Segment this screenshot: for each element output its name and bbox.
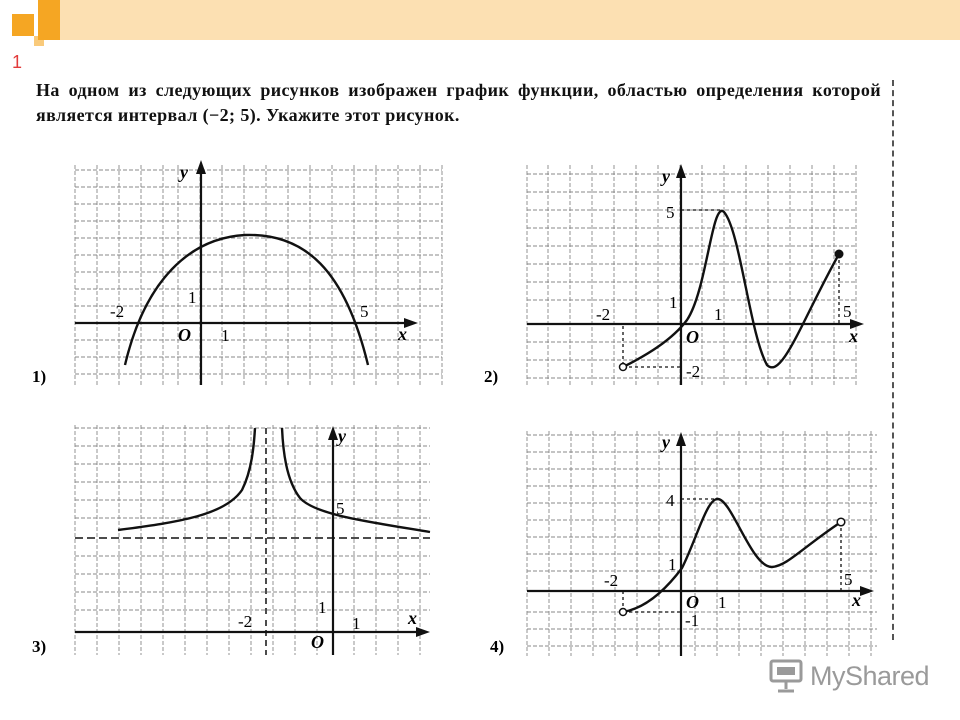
- axis-label-y: y: [662, 432, 670, 452]
- watermark: [768, 656, 929, 696]
- tick-label: 4: [666, 491, 675, 510]
- dashed-guides: [623, 210, 839, 367]
- tick-label: -2: [238, 612, 253, 631]
- origin-label: O: [686, 327, 699, 347]
- figure-2: [482, 160, 882, 395]
- closed-endpoint: [835, 250, 844, 259]
- figure-number: 3): [32, 637, 47, 656]
- margin-dashed-line: [892, 80, 894, 640]
- figure-number: 4): [490, 637, 505, 656]
- tick-label: 5: [666, 203, 675, 222]
- slide-number: 1: [12, 52, 23, 72]
- tick-label: 5: [843, 302, 852, 321]
- tick-label: -1: [685, 611, 700, 630]
- tick-label: 1: [221, 326, 230, 345]
- header-decoration-square: [12, 14, 34, 36]
- presentation-icon: [768, 659, 804, 693]
- tick-label: 1: [188, 288, 197, 307]
- y-axis-arrow: [676, 164, 686, 178]
- grid: [527, 431, 877, 656]
- figure-3: [30, 420, 450, 665]
- tick-label: 1: [352, 614, 361, 633]
- tick-label: 1: [714, 305, 723, 324]
- origin-label: O: [178, 325, 191, 345]
- axis-label-y: y: [338, 426, 346, 446]
- task-text: На одном из следующих рисунков изображен график функции, областью определения которой является интервал (−2; 5). Укажите этот рисунок.: [36, 80, 881, 125]
- header-decoration-square: [34, 36, 44, 46]
- axis-label-y: y: [662, 166, 670, 186]
- figure-1: [30, 160, 450, 395]
- header-decoration-square: [38, 0, 60, 40]
- y-axis-arrow: [196, 160, 206, 174]
- origin-label: O: [311, 632, 324, 652]
- tick-label: 1: [668, 555, 677, 574]
- axis-label-x: x: [852, 590, 861, 610]
- tick-label: -2: [110, 302, 125, 321]
- origin-label: O: [686, 592, 699, 612]
- figure-4: [482, 428, 882, 665]
- function-curve: [623, 499, 841, 612]
- figure-number: 2): [484, 367, 499, 386]
- axis-label-x: x: [398, 324, 407, 344]
- tick-label: 5: [844, 570, 853, 589]
- axis-label-x: x: [849, 326, 858, 346]
- header-decoration-bar: [38, 0, 960, 40]
- tick-label: -2: [604, 571, 619, 590]
- tick-label: 1: [718, 593, 727, 612]
- function-curve: [623, 211, 839, 367]
- tick-label: 5: [336, 499, 345, 518]
- axis-label-x: x: [408, 608, 417, 628]
- watermark-text: MyShared: [810, 660, 930, 691]
- axis-label-y: y: [180, 162, 188, 182]
- x-axis-arrow: [416, 627, 430, 637]
- grid: [75, 165, 442, 385]
- x-axis-arrow: [860, 586, 874, 596]
- grid: [527, 165, 856, 385]
- open-endpoint: [620, 364, 627, 371]
- open-endpoint: [620, 609, 627, 616]
- tick-label: 5: [360, 302, 369, 321]
- tick-label: 1: [669, 293, 678, 312]
- figure-number: 1): [32, 367, 47, 386]
- y-axis-arrow: [676, 432, 686, 446]
- tick-label: 1: [318, 598, 327, 617]
- open-endpoint: [837, 518, 845, 526]
- tick-label: -2: [596, 305, 611, 324]
- function-curve-left: [118, 428, 255, 530]
- tick-label: -2: [686, 362, 701, 381]
- function-curve-right: [282, 428, 430, 532]
